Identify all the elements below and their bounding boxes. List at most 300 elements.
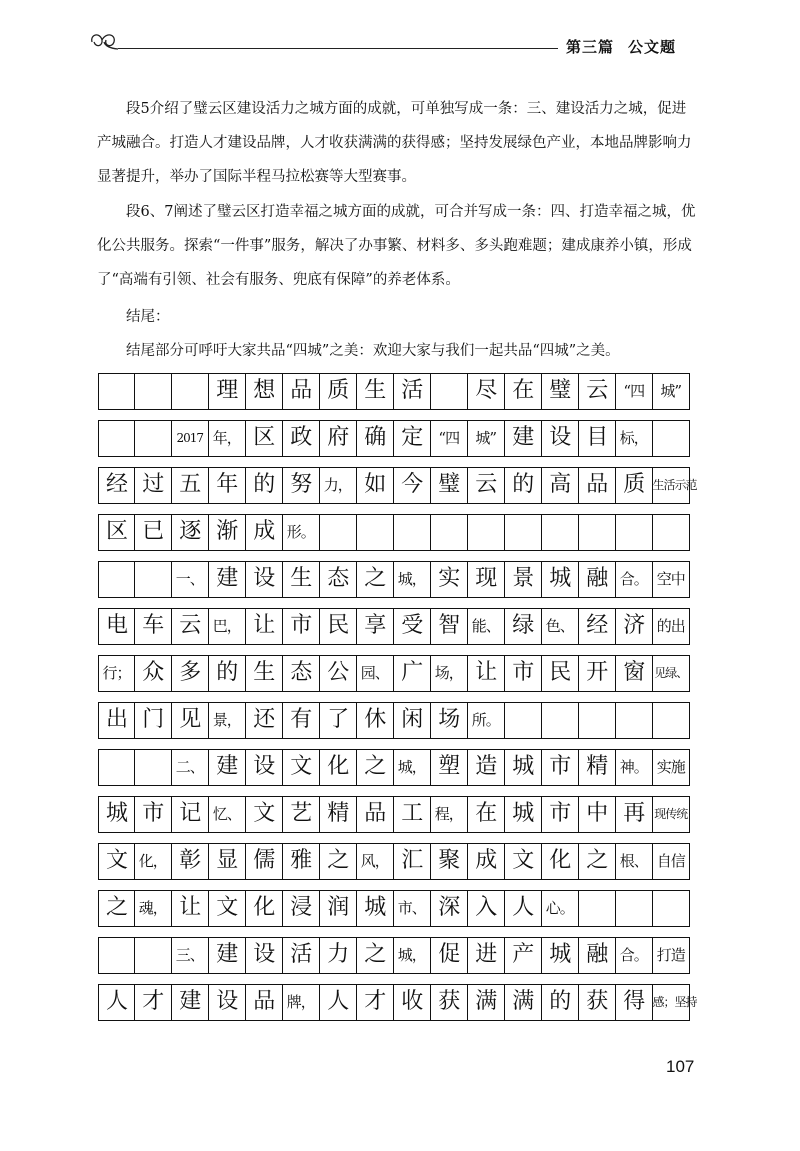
ending-heading-block	[97, 300, 697, 334]
grid-cell	[504, 937, 543, 974]
grid-cell	[98, 514, 135, 551]
grid-cell	[282, 420, 321, 457]
grid-cell	[171, 655, 210, 692]
grid-cell	[245, 561, 284, 598]
grid-character: 活	[401, 378, 423, 403]
grid-cell	[541, 796, 580, 833]
grid-cell	[208, 796, 247, 833]
grid-character: 活	[663, 478, 675, 492]
grid-cell	[578, 420, 617, 457]
grid-character: 之	[327, 848, 349, 873]
grid-cell	[541, 749, 580, 786]
grid-character: 收	[401, 989, 423, 1014]
grid-cell	[98, 608, 135, 645]
grid-character: 生	[652, 478, 664, 492]
grid-character: 打	[656, 946, 671, 964]
grid-character: 现	[654, 807, 666, 821]
grid-row	[98, 514, 690, 551]
grid-cell	[430, 655, 469, 692]
grid-character: 绿、	[665, 666, 688, 680]
grid-character: 过	[142, 472, 164, 497]
grid-cell	[578, 843, 617, 880]
grid-cell	[134, 702, 173, 739]
grid-cell	[319, 373, 358, 410]
grid-character: 在	[475, 801, 497, 826]
grid-cell	[578, 561, 617, 598]
grid-character: 已	[142, 519, 164, 544]
grid-character: 五	[179, 472, 201, 497]
grid-cell	[541, 890, 580, 927]
grid-cell	[245, 796, 284, 833]
grid-cell	[504, 467, 543, 504]
grid-cell	[356, 937, 395, 974]
grid-cell	[393, 749, 432, 786]
grid-cell	[171, 373, 210, 410]
grid-cell	[319, 937, 358, 974]
grid-character: 场，	[434, 664, 463, 682]
grid-cell	[282, 749, 321, 786]
grid-character: 实	[656, 758, 671, 776]
grid-character: 文	[216, 895, 238, 920]
grid-character: 云	[475, 472, 497, 497]
paragraph-section5: 段5介绍了璧云区建设活力之城方面的成就，可单独写成一条：三、建设活力之城，促进产城融合。打造人才建设品牌，人才收获满满的获得感；坚持发展绿色产业，本地品牌影响力显著提升，举办了国际半程马拉松赛等大型赛事。	[97, 101, 692, 185]
ending-text: 结尾部分可呼吁大家共品“四城”之美：欢迎大家与我们一起共品“四城”之美。	[126, 343, 620, 359]
grid-cell	[98, 373, 135, 410]
grid-character: 化	[549, 848, 571, 873]
grid-character: 雅	[290, 848, 312, 873]
grid-cell	[504, 702, 543, 739]
grid-character: 风，	[360, 852, 389, 870]
grid-cell	[615, 420, 654, 457]
grid-cell	[98, 890, 135, 927]
grid-character: 品	[364, 801, 386, 826]
grid-character: 生	[253, 660, 275, 685]
grid-character: 设	[216, 989, 238, 1014]
grid-cell	[615, 984, 654, 1021]
grid-character: 建	[512, 425, 534, 450]
grid-cell	[504, 984, 543, 1021]
grid-character: 广	[401, 660, 423, 685]
grid-character: 建	[216, 942, 238, 967]
grid-cell	[171, 843, 210, 880]
grid-cell	[171, 796, 210, 833]
grid-cell	[615, 655, 654, 692]
grid-character: 见	[654, 666, 666, 680]
grid-cell	[393, 796, 432, 833]
grid-cell	[652, 937, 691, 974]
grid-character: “四	[623, 382, 645, 400]
grid-cell	[652, 561, 691, 598]
grid-cell	[134, 467, 173, 504]
grid-character: 设	[549, 425, 571, 450]
grid-cell	[467, 373, 506, 410]
grid-character: 态	[327, 566, 349, 591]
grid-character: 融	[586, 566, 608, 591]
grid-row	[98, 702, 690, 739]
grid-character: 之	[364, 942, 386, 967]
grid-character: 的	[216, 660, 238, 685]
grid-cell	[356, 514, 395, 551]
grid-cell	[652, 702, 691, 739]
grid-character: 产	[512, 942, 534, 967]
grid-character: 进	[475, 942, 497, 967]
grid-character: 行；	[102, 664, 131, 682]
grid-cell	[134, 843, 173, 880]
grid-cell	[578, 608, 617, 645]
grid-cell	[356, 608, 395, 645]
grid-character: 城，	[397, 946, 426, 964]
grid-cell	[541, 843, 580, 880]
grid-character: 确	[364, 425, 386, 450]
grid-cell	[467, 937, 506, 974]
grid-character: 范	[685, 478, 697, 492]
grid-character: 区	[253, 425, 275, 450]
grid-character: 城	[105, 801, 127, 826]
grid-cell	[356, 843, 395, 880]
grid-character: 今	[401, 472, 423, 497]
grid-cell	[208, 843, 247, 880]
grid-character: 济	[623, 613, 645, 638]
grid-row	[98, 655, 690, 692]
grid-cell	[356, 702, 395, 739]
grid-row	[98, 467, 697, 504]
grid-cell	[393, 514, 432, 551]
section-label	[566, 36, 690, 57]
grid-cell	[504, 561, 543, 598]
grid-character: 实	[438, 566, 460, 591]
grid-character: 如	[364, 472, 386, 497]
grid-cell	[467, 561, 506, 598]
grid-character: 标，	[619, 429, 648, 447]
ending-text-block	[97, 334, 697, 368]
grid-cell	[615, 702, 654, 739]
grid-cell	[282, 702, 321, 739]
grid-cell	[541, 373, 580, 410]
grid-character: 根、	[619, 852, 648, 870]
grid-cell	[430, 608, 469, 645]
grid-cell	[208, 890, 247, 927]
grid-character: 民	[549, 660, 571, 685]
composition-grid	[98, 373, 697, 1031]
grid-cell	[98, 420, 135, 457]
grid-character: 城	[549, 942, 571, 967]
grid-cell	[319, 514, 358, 551]
grid-cell	[393, 702, 432, 739]
grid-cell	[467, 608, 506, 645]
grid-character: 浸	[290, 895, 312, 920]
grid-cell	[208, 373, 247, 410]
grid-character: 见	[179, 707, 201, 732]
grid-cell	[578, 937, 617, 974]
grid-cell	[652, 514, 691, 551]
grid-character: 逐	[179, 519, 201, 544]
grid-cell	[98, 467, 135, 504]
grid-cell	[282, 655, 321, 692]
grid-cell	[171, 420, 210, 457]
grid-cell	[245, 702, 284, 739]
grid-character: “四	[438, 429, 460, 447]
grid-character: 文	[105, 848, 127, 873]
grid-cell	[578, 655, 617, 692]
grid-character: 在	[512, 378, 534, 403]
grid-cell	[356, 749, 395, 786]
grid-cell	[615, 467, 654, 504]
grid-cell	[245, 608, 284, 645]
grid-character: 建	[216, 566, 238, 591]
grid-cell	[615, 514, 654, 551]
grid-cell	[171, 608, 210, 645]
grid-cell	[356, 373, 395, 410]
grid-character: 城	[512, 754, 534, 779]
grid-cell	[98, 796, 135, 833]
grid-character: 精	[586, 754, 608, 779]
grid-character: 2017	[176, 431, 204, 445]
grid-character: 化	[253, 895, 275, 920]
grid-character: 感；	[652, 995, 675, 1009]
grid-cell	[134, 373, 173, 410]
grid-character: 让	[475, 660, 497, 685]
grid-cell	[467, 655, 506, 692]
grid-cell	[430, 984, 469, 1021]
grid-character: 市、	[397, 899, 426, 917]
grid-character: 出	[105, 707, 127, 732]
grid-character: 渐	[216, 519, 238, 544]
grid-cell	[319, 608, 358, 645]
grid-cell	[467, 984, 506, 1021]
grid-character: 成	[475, 848, 497, 873]
grid-cell	[171, 702, 210, 739]
grid-character: 文	[253, 801, 275, 826]
grid-character: 之	[364, 754, 386, 779]
grid-character: 车	[142, 613, 164, 638]
grid-character: 的	[253, 472, 275, 497]
grid-character: 还	[253, 707, 275, 732]
grid-cell	[208, 655, 247, 692]
grid-character: 艺	[290, 801, 312, 826]
grid-cell	[652, 373, 691, 410]
grid-cell	[615, 796, 654, 833]
grid-cell	[319, 420, 358, 457]
grid-character: 让	[179, 895, 201, 920]
grid-character: 年，	[212, 429, 241, 447]
grid-character: 化	[327, 754, 349, 779]
grid-cell	[282, 890, 321, 927]
grid-character: 城，	[397, 758, 426, 776]
grid-cell	[541, 937, 580, 974]
grid-cell	[652, 796, 691, 833]
grid-cell	[578, 796, 617, 833]
grid-cell	[319, 655, 358, 692]
grid-cell	[541, 514, 580, 551]
grid-character: 程，	[434, 805, 463, 823]
grid-character: 持	[685, 995, 697, 1009]
grid-character: 精	[327, 801, 349, 826]
grid-character: 高	[549, 472, 571, 497]
grid-character: 汇	[401, 848, 423, 873]
grid-cell	[98, 655, 135, 692]
grid-cell	[504, 373, 543, 410]
grid-cell	[615, 561, 654, 598]
grid-character: 品	[586, 472, 608, 497]
grid-character: 有	[290, 707, 312, 732]
grid-character: 施	[670, 758, 685, 776]
grid-cell	[208, 608, 247, 645]
grid-character: 出	[670, 617, 685, 635]
grid-row	[98, 796, 690, 833]
grid-cell	[245, 749, 284, 786]
grid-cell	[134, 514, 173, 551]
grid-character: 云	[586, 378, 608, 403]
grid-character: 建	[216, 754, 238, 779]
grid-character: 场	[438, 707, 460, 732]
grid-character: 璧	[438, 472, 460, 497]
grid-character: 了	[327, 707, 349, 732]
grid-character: 城”	[660, 382, 682, 400]
grid-cell	[319, 561, 358, 598]
grid-cell	[98, 984, 135, 1021]
grid-character: 自	[656, 852, 671, 870]
grid-cell	[578, 749, 617, 786]
grid-character: 城	[364, 895, 386, 920]
grid-cell	[171, 749, 210, 786]
grid-cell	[541, 702, 580, 739]
grid-cell	[652, 890, 691, 927]
grid-cell	[282, 514, 321, 551]
grid-character: 想	[253, 378, 275, 403]
grid-cell	[134, 984, 173, 1021]
grid-character: 深	[438, 895, 460, 920]
grid-cell	[430, 702, 469, 739]
grid-cell	[98, 749, 135, 786]
grid-cell	[393, 467, 432, 504]
grid-character: 受	[401, 613, 423, 638]
grid-cell	[541, 655, 580, 692]
grid-character: 尽	[475, 378, 497, 403]
grid-cell	[356, 561, 395, 598]
grid-cell	[319, 843, 358, 880]
grid-character: 生	[290, 566, 312, 591]
grid-character: 努	[290, 472, 312, 497]
grid-cell	[615, 373, 654, 410]
grid-cell	[393, 420, 432, 457]
grid-cell	[282, 796, 321, 833]
grid-cell	[393, 608, 432, 645]
grid-cell	[430, 890, 469, 927]
grid-character: 工	[401, 801, 423, 826]
grid-character: 市	[549, 754, 571, 779]
grid-character: 牌，	[286, 993, 315, 1011]
grid-character: 让	[253, 613, 275, 638]
grid-character: 促	[438, 942, 460, 967]
grid-cell	[98, 702, 135, 739]
grid-cell	[282, 937, 321, 974]
header-rule	[118, 48, 558, 49]
grid-character: 设	[253, 754, 275, 779]
grid-cell	[430, 749, 469, 786]
grid-cell	[430, 937, 469, 974]
grid-character: 满	[512, 989, 534, 1014]
grid-cell	[208, 467, 247, 504]
grid-character: 力	[327, 942, 349, 967]
grid-character: 坚	[674, 995, 686, 1009]
grid-cell	[504, 843, 543, 880]
grid-character: 品	[290, 378, 312, 403]
grid-cell	[615, 843, 654, 880]
grid-character: 之	[105, 895, 127, 920]
grid-cell	[171, 890, 210, 927]
part-label: 第三篇	[566, 38, 615, 56]
grid-cell	[319, 749, 358, 786]
grid-character: 众	[142, 660, 164, 685]
grid-character: 文	[512, 848, 534, 873]
grid-character: 忆、	[212, 805, 241, 823]
grid-row	[98, 984, 697, 1021]
grid-cell	[578, 467, 617, 504]
grid-character: 质	[327, 378, 349, 403]
grid-cell	[282, 984, 321, 1021]
grid-character: 的	[549, 989, 571, 1014]
grid-character: 色、	[545, 617, 574, 635]
grid-cell	[652, 655, 691, 692]
grid-character: 设	[253, 566, 275, 591]
grid-cell	[356, 467, 395, 504]
grid-character: 市	[512, 660, 534, 685]
grid-cell	[134, 796, 173, 833]
grid-character: 入	[475, 895, 497, 920]
grid-cell	[578, 514, 617, 551]
ending-heading: 结尾：	[126, 309, 170, 325]
grid-cell	[504, 514, 543, 551]
grid-cell	[245, 843, 284, 880]
grid-character: 现	[475, 566, 497, 591]
grid-character: 区	[105, 519, 127, 544]
grid-character: 显	[216, 848, 238, 873]
grid-character: 城”	[475, 429, 497, 447]
grid-character: 润	[327, 895, 349, 920]
grid-cell	[98, 937, 135, 974]
grid-row	[98, 937, 690, 974]
grid-cell	[541, 467, 580, 504]
analysis-text-2	[97, 195, 697, 297]
grid-character: 统	[676, 807, 688, 821]
grid-cell	[282, 373, 321, 410]
grid-cell	[430, 843, 469, 880]
grid-character: 智	[438, 613, 460, 638]
grid-cell	[504, 608, 543, 645]
grid-character: 心。	[545, 899, 574, 917]
grid-cell	[171, 561, 210, 598]
grid-cell	[171, 514, 210, 551]
grid-character: 政	[290, 425, 312, 450]
grid-character: 成	[253, 519, 275, 544]
grid-cell	[430, 420, 469, 457]
grid-character: 民	[327, 613, 349, 638]
grid-character: 电	[105, 613, 127, 638]
grid-cell	[430, 373, 469, 410]
grid-cell	[319, 796, 358, 833]
grid-cell	[615, 608, 654, 645]
grid-cell	[319, 984, 358, 1021]
grid-row	[98, 890, 690, 927]
grid-cell	[652, 420, 691, 457]
grid-cell	[208, 702, 247, 739]
grid-character: 态	[290, 660, 312, 685]
grid-cell	[134, 937, 173, 974]
grid-character: 彰	[179, 848, 201, 873]
grid-cell	[245, 655, 284, 692]
grid-cell	[282, 843, 321, 880]
grid-character: 多	[179, 660, 201, 685]
